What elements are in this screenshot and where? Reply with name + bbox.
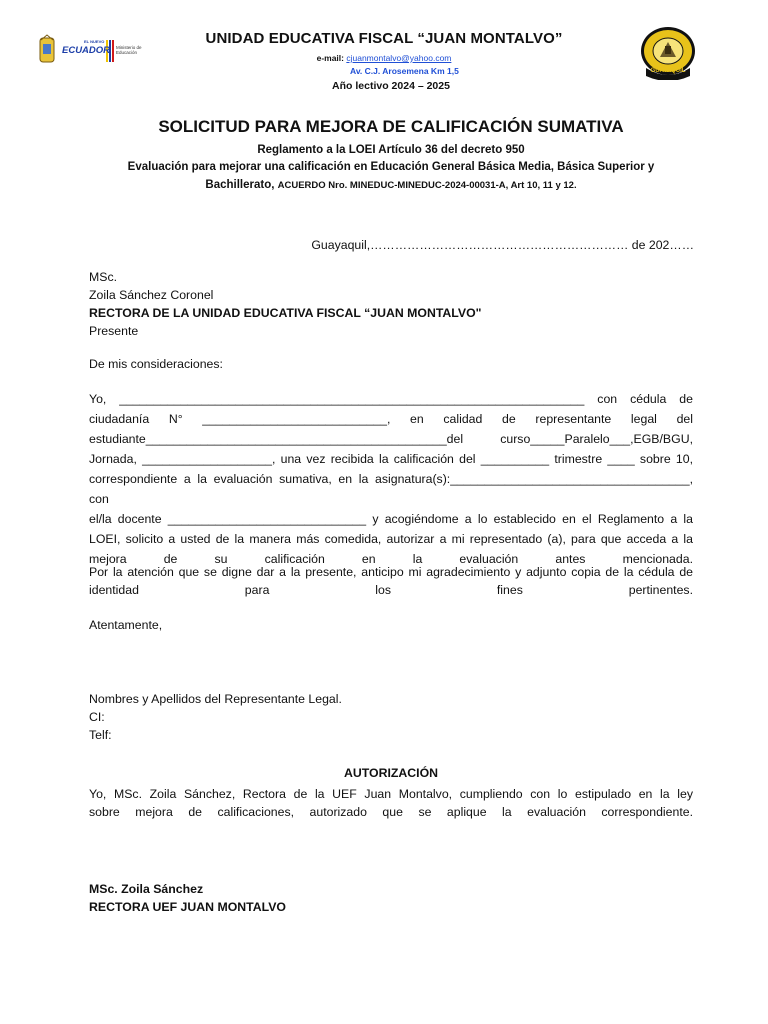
ci-label: CI: [89,710,105,724]
body-line[interactable]: Yo, ____________________________________________________________________ con cédula de [89,392,693,406]
greeting: De mis consideraciones: [89,357,223,371]
body-line[interactable]: Jornada, ___________________, una vez recibida la calificación del __________ trimestre ____ sobre 10, [89,452,693,466]
logo-ministry: Ministerio de Educación [116,45,142,55]
recipient-name: Zoila Sánchez Coronel [89,288,214,302]
body-line: mejora de su calificación en la evaluación antes mencionada. [89,552,693,566]
subtitle-agreement [0,179,768,191]
authorization-paragraph [89,785,693,821]
email-link[interactable]: cjuanmontalvo@yahoo.com [346,53,452,63]
body-line[interactable]: estudiante____________________________________________del curso_____Paralelo___,EGB/BGU, [89,432,693,446]
authority-name: MSc. Zoila Sánchez [89,882,204,896]
logo-brand-prefix: EL NUEVO [84,39,105,44]
phone-label: Telf: [89,728,112,742]
recipient-title: MSc. [89,270,118,284]
body-line[interactable]: correspondiente a la evaluación sumativa, en la asignatura(s):___________________________________, con [89,472,693,506]
signature-block [89,690,342,744]
seal-bottom-text: GUAYAQUIL [650,68,686,74]
logo-brand: ECUADOR [62,45,111,56]
institution-name: UNIDAD EDUCATIVA FISCAL “JUAN MONTALVO” [205,30,563,47]
document-title: SOLICITUD PARA MEJORA DE CALIFICACIÓN SUMATIVA [158,117,624,136]
place-date-field[interactable]: Guayaquil,……………………………………………………… de 202…… [311,238,694,252]
representative-names-label: Nombres y Apellidos del Representante Legal. [89,692,342,706]
authority-position: RECTORA UEF JUAN MONTALVO [89,900,286,914]
request-paragraph [89,389,693,569]
email-line [0,53,768,63]
thanks-line: identidad para los fines pertinentes. [89,583,693,597]
thanks-paragraph [89,563,693,599]
school-year: Año lectivo 2024 – 2025 [332,80,450,92]
subtitle-agreement-ref: ACUERDO Nro. MINEDUC-MINEDUC-2024-00031-A, Art 10, 11 y 12. [277,180,577,191]
authorization-line: sobre mejora de calificaciones, autorizado que se aplique la evaluación correspondiente. [89,805,693,819]
email-label: e-mail: [316,53,347,63]
subtitle-agreement-start: Bachillerato, [205,179,278,191]
thanks-line: Por la atención que se digne dar a la presente, anticipo mi agradecimiento y adjunto copia de la cédula de [89,565,693,579]
subtitle-evaluation: Evaluación para mejorar una calificación en Educación General Básica Media, Básica Superior y [127,161,655,173]
body-line[interactable]: el/la docente _____________________________ y acogiéndome a lo establecido en el Reglamento a la [89,512,693,526]
body-line[interactable]: ciudadanía N° ___________________________, en calidad de representante legal del [89,412,693,426]
recipient-position: RECTORA DE LA UNIDAD EDUCATIVA FISCAL “JUAN MONTALVO" [89,306,482,320]
closing: Atentamente, [89,618,163,632]
authority-signature [89,880,286,916]
body-line: LOEI, solicito a usted de la manera más comedida, autorizar a mi representado (a), para que acceda a la [89,532,693,546]
authorization-line: Yo, MSc. Zoila Sánchez, Rectora de la UEF Juan Montalvo, cumpliendo con lo estipulado en la ley [89,787,693,801]
recipient-block [89,268,482,340]
subtitle-regulation: Reglamento a la LOEI Artículo 36 del decreto 950 [257,144,525,156]
recipient-presente: Presente [89,324,139,338]
authorization-title: AUTORIZACIÓN [343,766,439,780]
address: Av. C.J. Arosemena Km 1,5 [350,66,459,76]
